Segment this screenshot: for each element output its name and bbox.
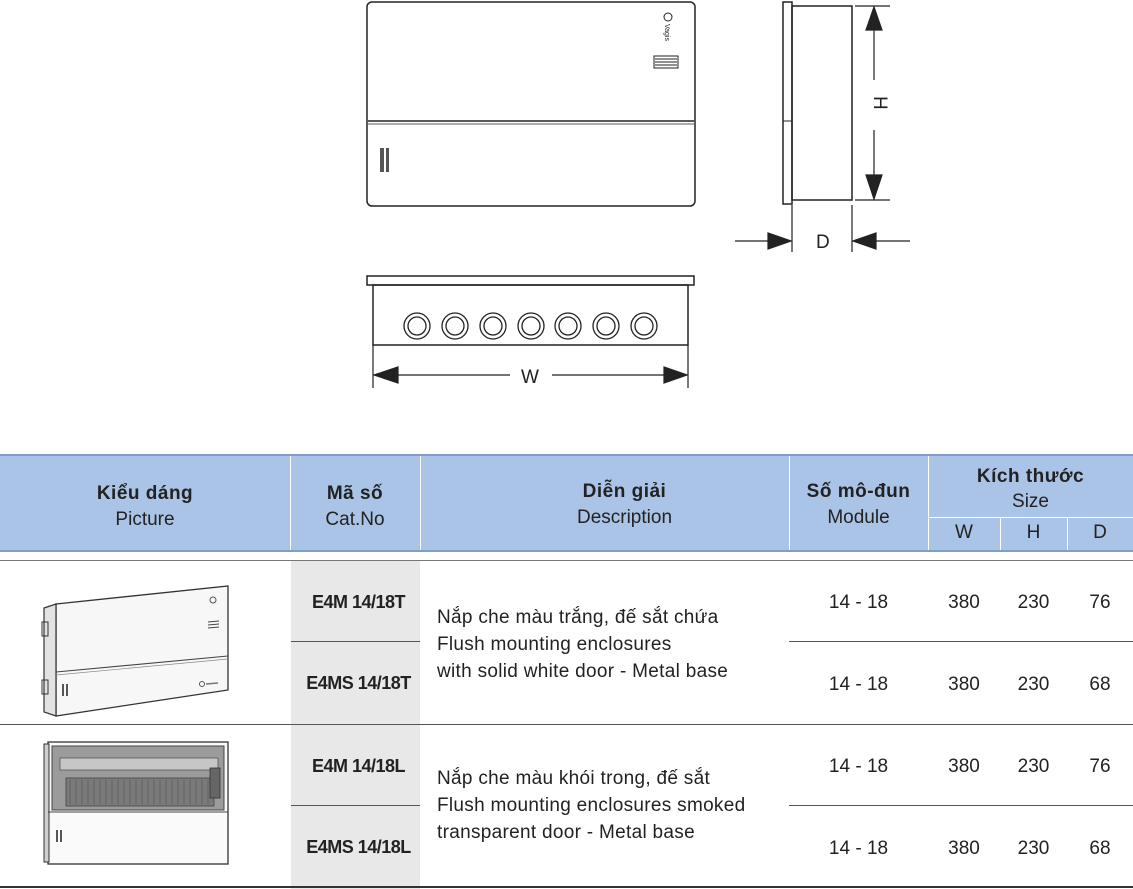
header-description: Diễn giải Description [576, 481, 673, 528]
module-value: 14 - 18 [828, 756, 889, 777]
module-value: 14 - 18 [828, 674, 889, 695]
height-value: 230 [1017, 838, 1050, 859]
width-label: W [521, 367, 539, 388]
height-value: 230 [1017, 592, 1050, 613]
header-module: Số mô-đun Module [806, 481, 911, 528]
catno-e4ms-14-18t: E4MS 14/18T [306, 673, 411, 693]
svg-text:Vagis: Vagis [663, 24, 670, 41]
description-white-door: Nắp che màu trắng, đế sắt chứa Flush mounting enclosures with solid white door - Metal base [437, 607, 729, 682]
module-value: 14 - 18 [828, 838, 889, 859]
depth-value: 68 [1089, 674, 1111, 695]
description-smoked-door: Nắp che màu khói trong, đế sắt Flush mounting enclosures smoked transparent door - Metal base [437, 768, 746, 843]
header-size-w: W [955, 522, 973, 543]
catno-e4m-14-18t: E4M 14/18T [311, 592, 406, 612]
catno-e4m-14-18l: E4M 14/18L [311, 756, 406, 776]
width-value: 380 [948, 674, 980, 695]
bottom-view [367, 276, 694, 345]
header-size-d: D [1093, 522, 1107, 543]
depth-label: D [816, 232, 830, 253]
side-view [783, 2, 852, 204]
front-view [367, 2, 695, 206]
module-value: 14 - 18 [828, 592, 889, 613]
height-label: H [869, 96, 890, 110]
header-picture: Kiểu dáng Picture [96, 483, 194, 530]
cable-entry-holes [404, 313, 657, 339]
width-value: 380 [948, 756, 980, 777]
depth-value: 76 [1089, 592, 1111, 613]
header-catno: Mã số Cat.No [325, 483, 385, 530]
height-value: 230 [1017, 674, 1050, 695]
product-picture-white-door [38, 580, 238, 720]
product-picture-smoked-door [40, 738, 236, 868]
depth-value: 68 [1089, 838, 1111, 859]
catno-e4ms-14-18l: E4MS 14/18L [306, 837, 411, 857]
width-value: 380 [948, 592, 980, 613]
enclosure-drawing [0, 0, 1133, 440]
height-value: 230 [1017, 756, 1050, 777]
depth-value: 76 [1089, 756, 1111, 777]
header-size-h: H [1026, 522, 1041, 543]
width-value: 380 [948, 838, 980, 859]
header-size: Kích thước Size [976, 466, 1085, 512]
